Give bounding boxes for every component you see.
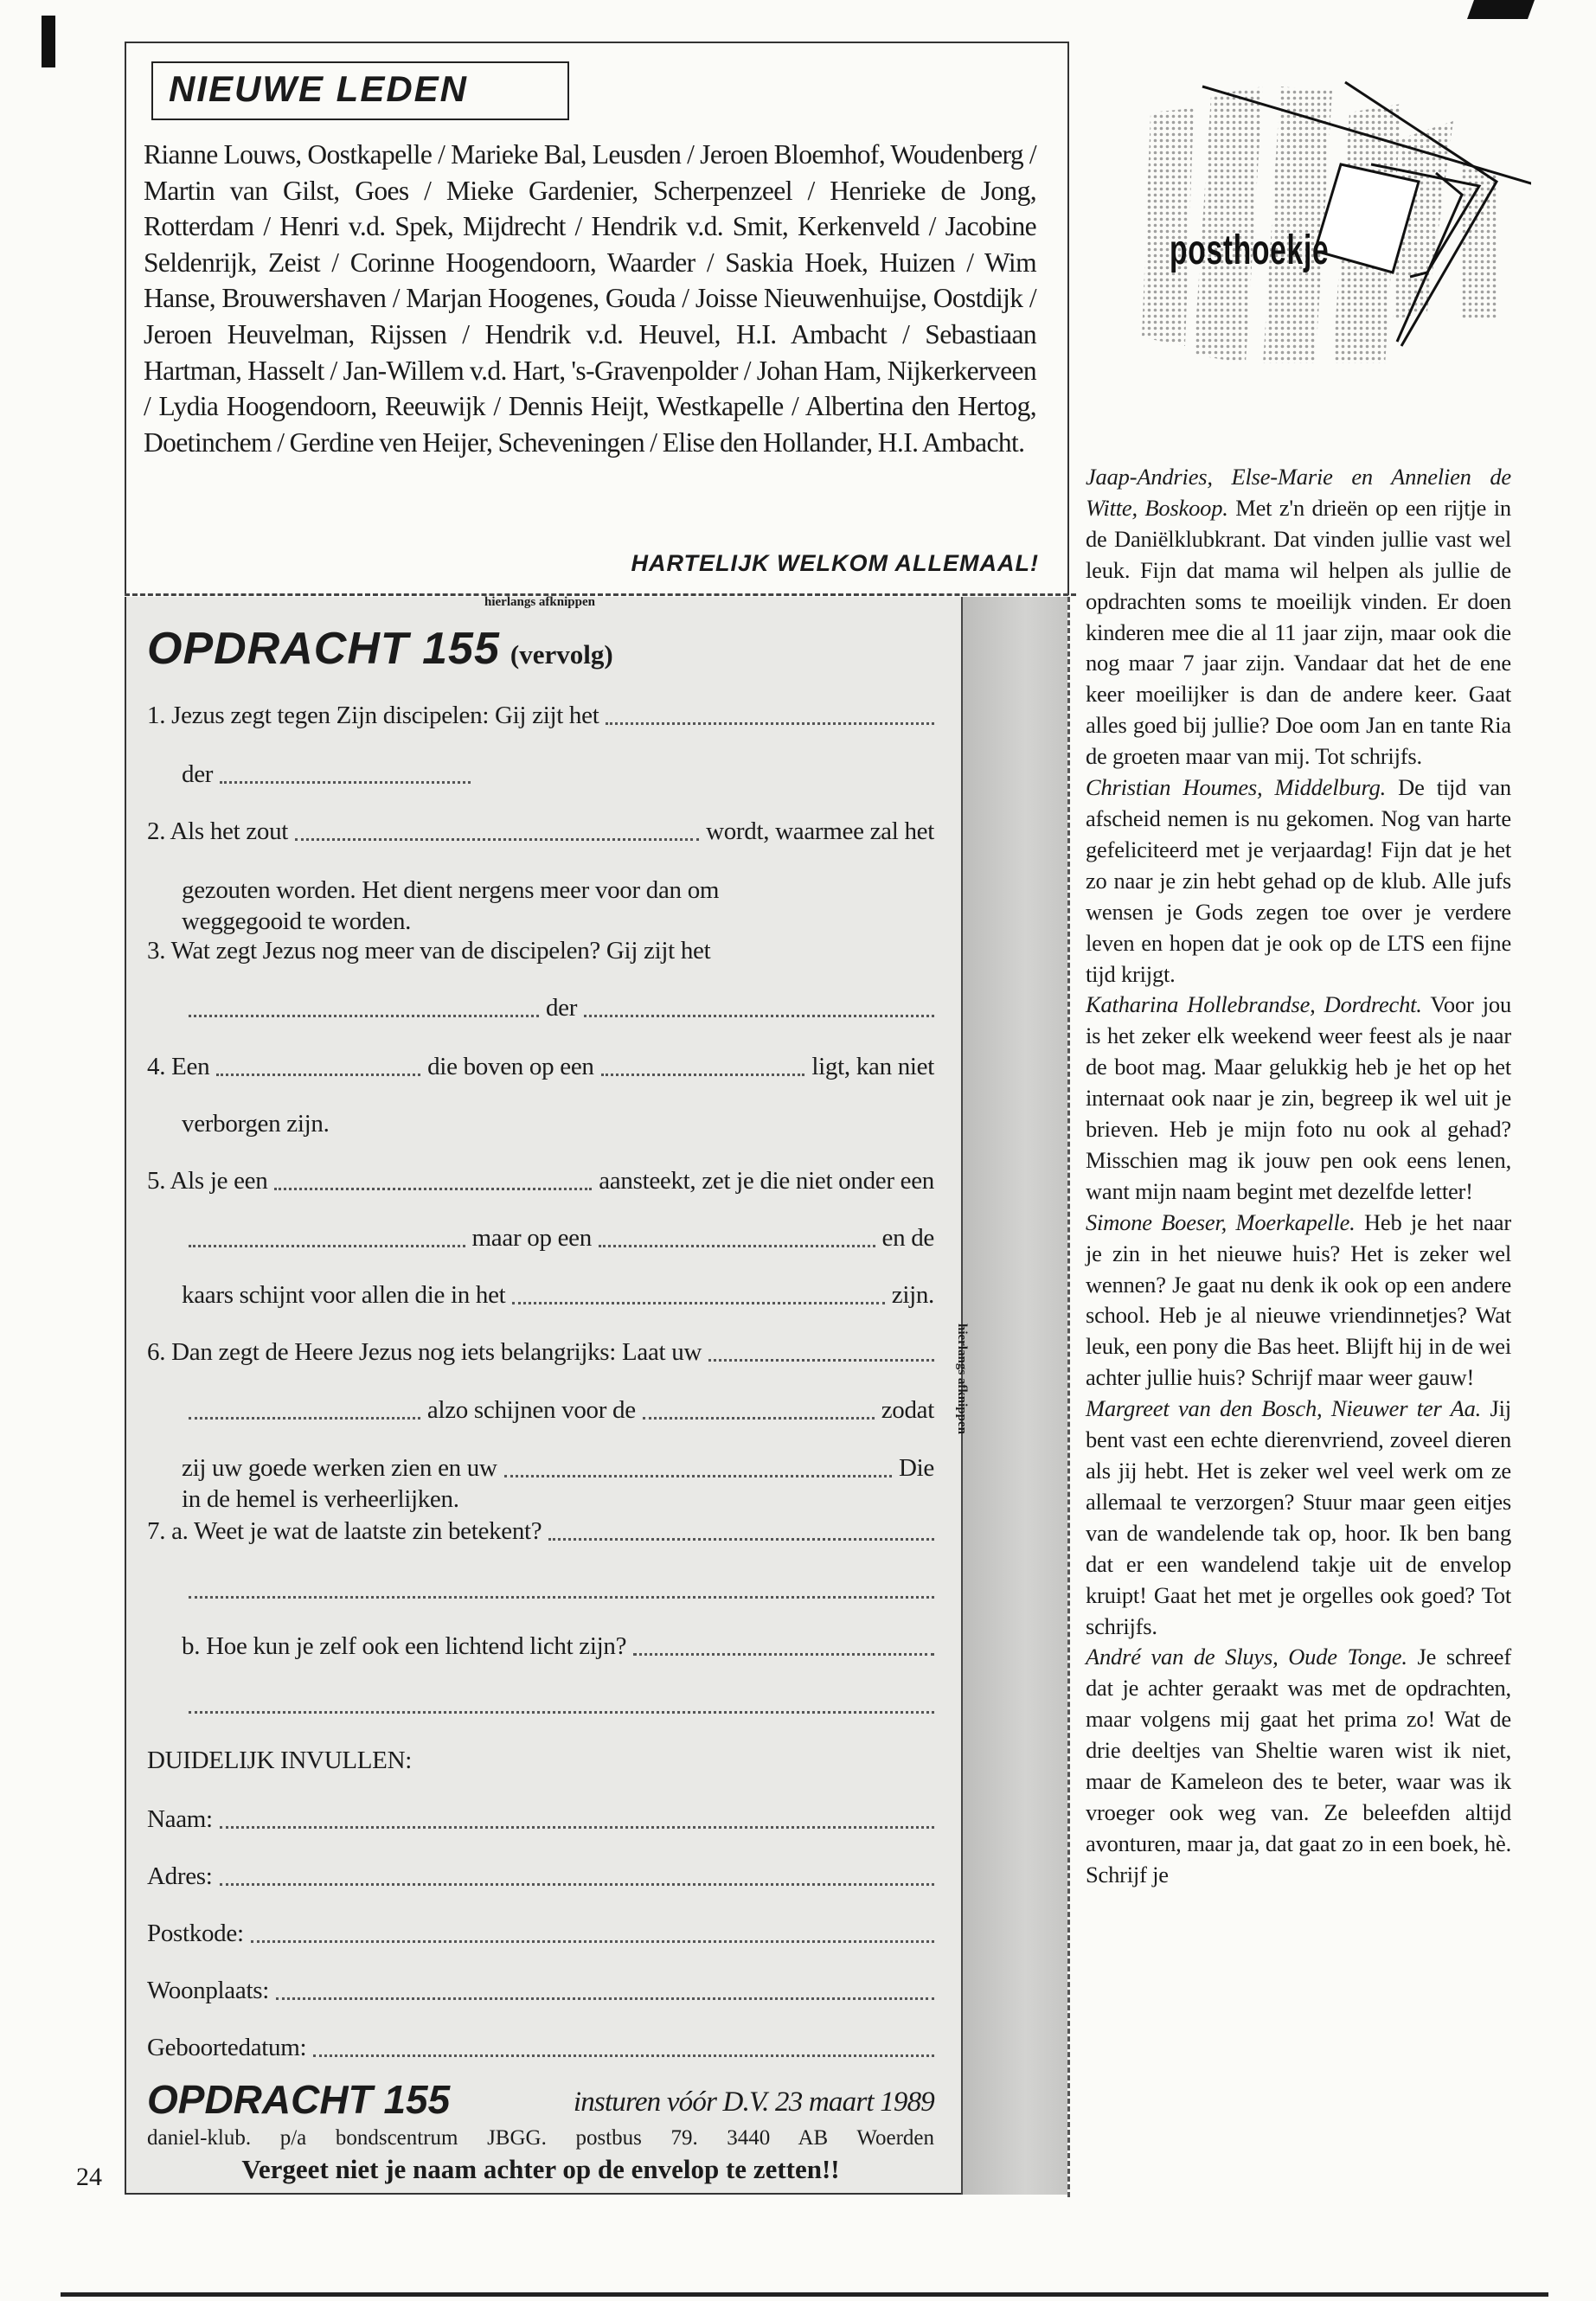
cut-here-vertical-label: hierlangs afknippen [955,1324,969,1434]
page-corner-mark [1467,0,1535,19]
answer-blank[interactable] [548,1538,934,1541]
question-line [182,1275,934,1310]
question-text: alzo schijnen voor de [426,1396,636,1424]
question-line [182,1684,934,1719]
question-line [147,1511,934,1546]
question-line [182,1218,934,1253]
form-field-row [147,2028,934,2062]
answer-blank[interactable] [220,1883,934,1886]
posthoekje-logo-text: posthoekje [1170,228,1330,273]
question-line [182,754,934,789]
form-title-suffix: (vervolg) [510,639,613,670]
question-line [182,870,934,905]
question-text: Adres: [147,1862,213,1890]
answer-blank[interactable] [189,1596,934,1599]
deadline-text: insturen vóór D.V. 23 maart 1989 [573,2086,934,2118]
question-text: weggegooid te worden. [182,907,412,935]
question-text: aansteekt, zet je die niet onder een [599,1167,934,1195]
question-line [182,1569,934,1604]
letter-text: Met z'n drieën op een rijtje in de Daniëlklubkrant. Dat vinden jullie vast wel leuk. Fijn dat mama wil helpen als jullie de opdrachten soms te moeilijk vinden. Er doen kinderen mee die al 11 jaar zijn, maar ook die nog maar 7 jaar zijn. Vandaar dat het de ene keer moeilijker is dan de andere keer. Gaat alles goed bij jullie? Doe oom Jan en tante Ria de groeten maar van mij. Tot schrijfs. [1086,494,1511,770]
answer-blank[interactable] [295,838,699,841]
question-text: Die [899,1454,934,1482]
welcome-text: HARTELIJK WELKOM ALLEMAAL! [631,550,1039,576]
new-members-list: Rianne Louws, Oostkapelle / Marieke Bal, Leusden / Jeroen Bloemhof, Woudenberg / Martin van Gilst, Goes / Mieke Gardenier, Scherpenzeel / Henrieke de Jong, Rotterdam / Henri v.d. Spek, Mijdrecht / Hendrik v.d. Smit, Kerkenveld / Jacobine Seldenrijk, Zeist / Corinne Hoogendoorn, Waarder / Saskia Hoek, Huizen / Wim Hanse, Brouwershaven / Marjan Hoogenes, Gouda / Joisse Nieuwenhuijse, Oostdijk / Jeroen Heuvelman, Rijssen / Hendrik v.d. Heuvel, H.I. Ambacht / Sebastiaan Hartman, Hasselt / Jan-Willem v.d. Hart, 's-Gravenpolder / Johan Ham, Nijkerkerveen / Lydia Hoogendoorn, Reeuwijk / Dennis Heijt, Westkapelle / Albertina den Hertog, Doetinchem / Gerdine ven Heijer, Scheveningen / Elise den Hollander, H.I. Ambacht. [144,139,1036,458]
page-binding-edge [42,16,55,67]
form-footer-title: OPDRACHT 155 [147,2077,451,2122]
question-line [147,1740,934,1775]
answer-blank[interactable] [189,1417,420,1420]
answer-blank[interactable] [601,1074,805,1076]
letter-reply [1086,772,1511,990]
question-text: zij uw goede werken zien en uw [182,1454,497,1482]
answer-blank[interactable] [584,1015,934,1017]
question-text: 3. Wat zegt Jezus nog meer van de discipelen? Gij zijt het [147,937,711,965]
question-text: zodat [881,1396,934,1424]
answer-blank[interactable] [189,1711,934,1714]
answer-blank[interactable] [220,1826,934,1829]
question-text: ligt, kan niet [811,1053,935,1080]
cut-here-label: hierlangs afknippen [484,595,595,609]
answer-blank[interactable] [633,1653,934,1656]
answer-blank[interactable] [274,1188,592,1190]
letter-reply [1086,1394,1511,1642]
question-line [147,695,934,730]
question-line [182,1448,934,1483]
cut-line-horizontal [125,593,1076,596]
question-line [147,1161,934,1195]
form-field-row [147,1799,934,1834]
question-text: Naam: [147,1805,213,1833]
cut-line-vertical [1067,597,1070,2197]
form-title [147,623,613,675]
posthoekje-column [1086,462,1511,1891]
letter-recipient: Christian Houmes, Middelburg. [1086,774,1387,801]
letter-reply [1086,462,1511,772]
question-text: DUIDELIJK INVULLEN: [147,1747,412,1774]
question-text: 1. Jezus zegt tegen Zijn discipelen: Gij zijt het [147,702,599,729]
letter-text: Jij bent vast een echte dierenvriend, zoveel dieren als jij hebt. Het is zeker wel veel werk om ze allemaal te verzorgen? Stuur maar geen eitjes van de wandelende tak op, hoor. Ik ben bang dat er een wandelend takje uit de envelop kruipt! Gaat het met je orgelles ook goed? Tot schrijfs. [1086,1395,1511,1639]
answer-blank[interactable] [313,2054,934,2057]
form-field-row [147,1971,934,2005]
answer-blank[interactable] [599,1245,875,1247]
question-text: kaars schijnt voor allen die in het [182,1281,506,1309]
answer-blank[interactable] [220,781,471,784]
letter-text: Heb je het naar je zin in het nieuwe huis? Het is zeker wel wennen? Je gaat nu denk ik ook op een andere school. Heb je al nieuwe vriendinnetjes? Wat leuk, een pony die Bas heet. Blijft hij in de wei achter jullie huis? Schrijf maar weer gauw! [1086,1208,1511,1391]
answer-blank[interactable] [708,1359,934,1362]
letter-reply [1086,1208,1511,1394]
question-text: Geboortedatum: [147,2034,307,2061]
letter-recipient: André van de Sluys, Oude Tonge. [1086,1644,1407,1670]
question-text: b. Hoe kun je zelf ook een lichtend licht zijn? [182,1632,627,1660]
question-line [182,1104,934,1138]
page-top-edge [42,0,1529,17]
answer-blank[interactable] [606,722,934,725]
question-text: Postkode: [147,1920,244,1947]
answer-blank[interactable] [512,1302,884,1304]
letter-recipient: Simone Boeser, Moerkapelle. [1086,1208,1356,1235]
question-line [147,1047,934,1081]
answer-blank[interactable] [643,1417,875,1420]
posthoekje-logo [1116,35,1531,363]
question-text: 7. a. Weet je wat de laatste zin betekent? [147,1517,542,1545]
letter-reply [1086,1642,1511,1890]
question-text: verborgen zijn. [182,1110,330,1138]
cut-strip [961,597,1067,2195]
question-line [182,988,934,1022]
answer-blank[interactable] [216,1074,420,1076]
question-line [182,1626,934,1661]
letter-text: Je schreef dat je achter geraakt was met de opdrachten, maar volgens mij gaat het prima zo! Wat de drie deeltjes van Sheltie waren wist ik niet, maar de Kameleon des te beter, waar was ik vroeger ook weg van. Ze beleefden altijd avonturen, maar ja, dat gaat zo in een boek, hè. Schrijf je [1086,1644,1511,1888]
question-text: 2. Als het zout [147,817,289,845]
letter-text: Voor jou is het zeker elk weekend weer feest als je naar de boot mag. Maar gelukkig heb je het op het internaat ook naar je zin, begreep ik wel uit je brieven. Heb je mijn foto nu ook al gehad? Misschien mag ik jouw pen ook eens lenen, want mijn naam begint met dezelfde letter! [1086,991,1511,1204]
question-line [182,1479,934,1514]
question-text: die boven op een [427,1053,594,1080]
answer-blank[interactable] [276,1997,934,2000]
page-number: 24 [76,2163,102,2191]
question-line [147,811,934,846]
answer-blank[interactable] [189,1245,465,1247]
form-title-main: OPDRACHT 155 [147,624,500,674]
question-line [147,931,934,965]
form-field-row [147,1913,934,1948]
question-text: zijn. [891,1281,934,1309]
question-text: en de [881,1224,934,1252]
letter-recipient: Jaap-Andries, Else-Marie en Annelien de Witte, Boskoop. [1086,464,1511,521]
question-text: in de hemel is verheerlijken. [182,1485,459,1513]
answer-blank[interactable] [189,1015,539,1017]
question-text: Woonplaats: [147,1977,269,2004]
letter-text: De tijd van afscheid nemen is nu gekomen. Nog van harte gefeliciteerd met je verjaardag! Fijn dat je het zo naar je zin hebt gehad op de klub. Alle jufs wensen je Gods zegen toe over je verdere leven en hopen dat je ook op de LTS een fijne tijd krijgt. [1086,774,1511,987]
question-text: 6. Dan zegt de Heere Jezus nog iets belangrijks: Laat uw [147,1338,702,1366]
page-bottom-edge [61,2292,1548,2297]
question-text: der [545,994,578,1022]
mailing-address: daniel-klub. p/a bondscentrum JBGG. postbus 79. 3440 AB Woerden [147,2126,934,2150]
question-line [182,1390,934,1425]
answer-blank[interactable] [251,1940,934,1943]
question-text: maar op een [471,1224,592,1252]
question-text: 4. Een [147,1053,210,1080]
letter-reply [1086,990,1511,1207]
question-text: der [182,760,214,788]
question-text: 5. Als je een [147,1167,268,1195]
form-field-row [147,1856,934,1891]
letter-recipient: Margreet van den Bosch, Nieuwer ter Aa. [1086,1395,1482,1422]
question-text: wordt, waarmee zal het [706,817,934,845]
envelope-reminder: Vergeet niet je naam achter op de envelop te zetten!! [241,2154,840,2184]
letter-recipient: Katharina Hollebrandse, Dordrecht. [1086,991,1422,1018]
question-line [147,1332,934,1367]
question-text: gezouten worden. Het dient nergens meer voor dan om [182,876,720,904]
nieuwe-leden-title: NIEUWE LEDEN [151,61,569,120]
answer-blank[interactable] [504,1475,892,1477]
